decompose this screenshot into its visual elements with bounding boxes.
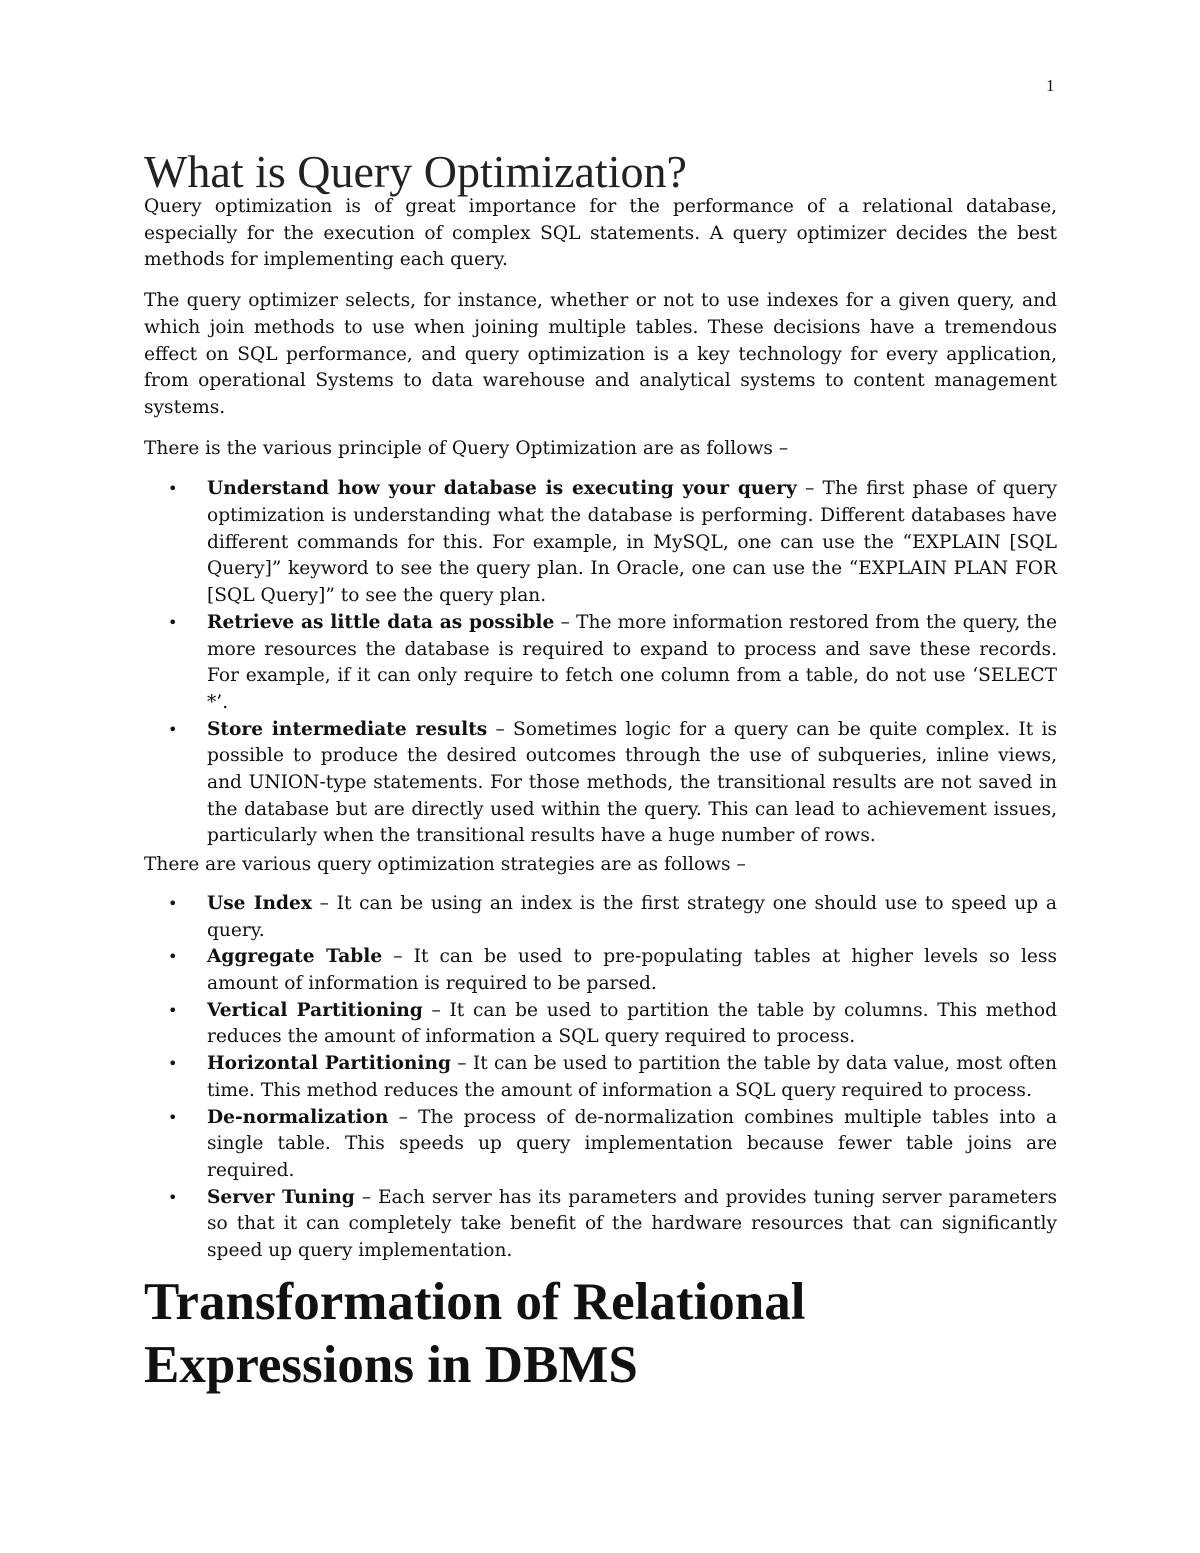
list-item — [144, 891, 1057, 944]
page-content — [144, 144, 1057, 1397]
principles-intro: There is the various principle of Query Optimization are as follows – — [144, 437, 789, 459]
bullet-icon: • — [168, 947, 178, 967]
list-item — [144, 944, 1057, 997]
bullet-icon: • — [168, 612, 178, 632]
list-item — [144, 1185, 1057, 1265]
bullet-icon: • — [168, 479, 178, 499]
optimizer-paragraph: The query optimizer selects, for instance, whether or not to use indexes for a given query, and which join methods to use when joining multiple tables. These decisions have a tremendous effect on SQL performance, and query optimization is a key technology for every application, from operational Systems to data warehouse and analytical systems to content management systems. — [144, 290, 1057, 418]
list-item — [144, 1105, 1057, 1185]
list-item — [144, 1051, 1057, 1104]
list-item-term: Store intermediate results — [207, 718, 488, 740]
strategies-intro: There are various query optimization strategies are as follows – — [144, 854, 746, 876]
intro-paragraph: Query optimization is of great importance for the performance of a relational database, especially for the execution of complex SQL statements. A query optimizer decides the best methods for implementing each query. — [144, 196, 1057, 271]
list-item-term: Aggregate Table — [207, 946, 383, 968]
bullet-icon: • — [168, 1187, 178, 1207]
bullet-icon: • — [168, 719, 178, 739]
list-item-term: Understand how your database is executing your query — [207, 478, 797, 500]
list-item — [144, 998, 1057, 1051]
list-item-text: – The more information restored from the query, the more resources the database is required to expand to process and save these records. For example, if it can only require to fetch one column from a table, do not use ‘SELECT *’. — [207, 611, 1057, 713]
list-item-text: – It can be used to partition the table by columns. This method reduces the amount of information a SQL query required to process. — [207, 999, 1057, 1048]
list-item-term: Use Index — [207, 892, 312, 914]
list-item-text: – The first phase of query optimization is understanding what the database is performing. Different databases have different commands for this. For example, in MySQL, one can use the “EXPLAIN [SQL Query]” keyword to see the query plan. In Oracle, one can use the “EXPLAIN PLAN FOR [SQL Query]” to see the query plan. — [207, 478, 1057, 607]
bullet-icon: • — [168, 1054, 178, 1074]
list-item-text: – It can be used to pre-populating tables at higher levels so less amount of information is required to be parsed. — [207, 946, 1057, 994]
list-item-text: – It can be used to partition the table by data value, most often time. This method reduces the amount of information a SQL query required to process. — [207, 1053, 1057, 1101]
list-item-text: – It can be using an index is the first strategy one should use to speed up a query. — [207, 892, 1057, 941]
page-title: What is Query Optimization? — [144, 146, 687, 197]
bullet-icon: • — [168, 1107, 178, 1127]
list-item-text: – Each server has its parameters and provides tuning server parameters so that it can completely take benefit of the hardware resources that can significantly speed up query implementation. — [207, 1186, 1057, 1262]
bullet-icon: • — [168, 893, 178, 913]
list-item — [144, 476, 1057, 610]
list-item-term: De-normalization — [207, 1106, 389, 1128]
list-item-term: Server Tuning — [207, 1186, 355, 1208]
list-item — [144, 610, 1057, 717]
page-number: 1 — [1046, 76, 1055, 95]
list-item-text: – Sometimes logic for a query can be quite complex. It is possible to produce the desired outcomes through the use of subqueries, inline views, and UNION-type statements. For those methods, the transitional results are not saved in the database but are directly used within the query. This can lead to achievement issues, particularly when the transitional results have a huge number of rows. — [207, 718, 1057, 847]
list-item-term: Horizontal Partitioning — [207, 1053, 451, 1075]
strategies-list — [144, 891, 1057, 1265]
list-item — [144, 717, 1057, 851]
list-item-term: Retrieve as little data as possible — [207, 611, 555, 633]
list-item-text: – The process of de-normalization combines multiple tables into a single table. This speeds up query implementation because fewer table joins are required. — [207, 1106, 1057, 1181]
bullet-icon: • — [168, 1000, 178, 1020]
principles-list — [144, 476, 1057, 850]
list-item-term: Vertical Partitioning — [207, 999, 423, 1021]
section-heading: Transformation of Relational Expressions in DBMS — [144, 1272, 806, 1394]
